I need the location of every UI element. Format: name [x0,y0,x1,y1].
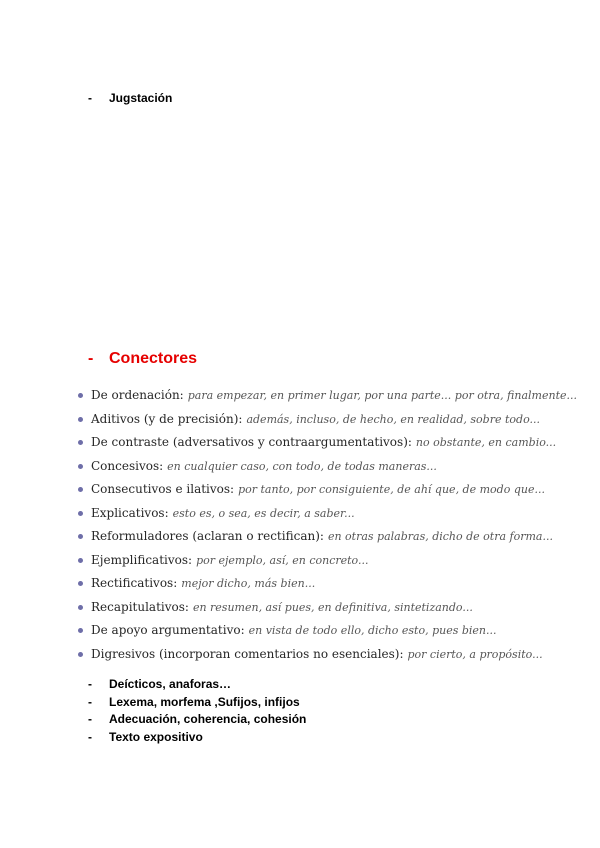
connector-item [78,502,577,526]
item-conectores [88,349,197,369]
connector-term: Rectificativos: [91,576,178,590]
topic-label: Adecuación, coherencia, cohesión [109,712,307,726]
connector-item [78,478,577,502]
connector-term: Ejemplificativos: [91,552,193,567]
connector-examples: para empezar, en primer lugar, por una parte... por otra, finalmente... [187,389,577,402]
connector-item [78,619,577,643]
connector-item [78,525,577,549]
connector-term: De ordenación: [91,388,184,402]
bullet-dot-icon [78,487,83,492]
topic-item [88,694,306,712]
bullet-dot-icon [78,628,83,633]
connector-item [78,431,577,455]
topics-list [88,676,306,746]
connector-examples: por tanto, por consiguiente, de ahí que, de modo que... [238,483,545,496]
dash-marker: - [88,677,92,691]
dash-marker: - [88,712,92,726]
connector-term: Reformuladores (aclaran o rectifican): [91,529,324,543]
connector-item [78,596,577,620]
connector-term: Concesivos: [91,458,164,473]
connector-term: De contraste (adversativos y contraargumentativos): [91,435,412,449]
connector-examples: esto es, o sea, es decir, a saber... [172,506,355,520]
item-jugstacion [88,90,172,106]
connector-item [78,455,577,479]
bullet-dot-icon [78,464,83,469]
connectors-list [78,384,577,666]
connector-examples: por ejemplo, así, en concreto... [196,553,369,567]
connector-item [78,643,577,667]
conectores-heading: Conectores [109,350,198,367]
jugstacion-heading: Jugstación [109,91,173,105]
topic-label: Deícticos, anaforas… [109,677,232,691]
connector-examples: además, incluso, de hecho, en realidad, sobre todo... [246,412,540,426]
bullet-dot-icon [78,534,83,539]
bullet-dot-icon [78,417,83,422]
bullet-dot-icon [78,558,83,563]
connector-term: Aditivos (y de precisión): [91,411,243,426]
connector-item [78,572,577,596]
topic-label: Texto expositivo [109,729,203,744]
connector-examples: en otras palabras, dicho de otra forma... [327,530,553,543]
topic-item [88,711,306,729]
connector-examples: en vista de todo ello, dicho esto, pues bien... [248,624,497,637]
dash-marker: - [88,729,92,744]
bullet-dot-icon [78,393,83,398]
connector-examples: en cualquier caso, con todo, de todas maneras... [167,459,437,473]
connector-examples: mejor dicho, más bien... [181,577,316,590]
connector-item [78,408,577,432]
connector-item [78,384,577,408]
connector-examples: por cierto, a propósito... [407,647,543,661]
topic-label: Lexema, morfema ,Sufijos, infijos [109,694,300,709]
bullet-dot-icon [78,605,83,610]
connector-term: Digresivos (incorporan comentarios no esenciales): [91,646,404,661]
bullet-dot-icon [78,440,83,445]
bullet-dot-icon [78,511,83,516]
connector-examples: en resumen, así pues, en definitiva, sintetizando... [192,600,473,614]
dash-marker: - [88,350,94,367]
connector-item [78,549,577,573]
connector-term: Recapitulativos: [91,599,189,614]
connector-examples: no obstante, en cambio... [415,436,557,449]
topic-item [88,676,306,694]
bullet-dot-icon [78,652,83,657]
connector-term: De apoyo argumentativo: [91,623,245,637]
dash-marker: - [88,91,92,105]
connector-term: Consecutivos e ilativos: [91,482,235,496]
bullet-dot-icon [78,581,83,586]
topic-item [88,729,306,747]
dash-marker: - [88,694,92,709]
connector-term: Explicativos: [91,505,169,520]
